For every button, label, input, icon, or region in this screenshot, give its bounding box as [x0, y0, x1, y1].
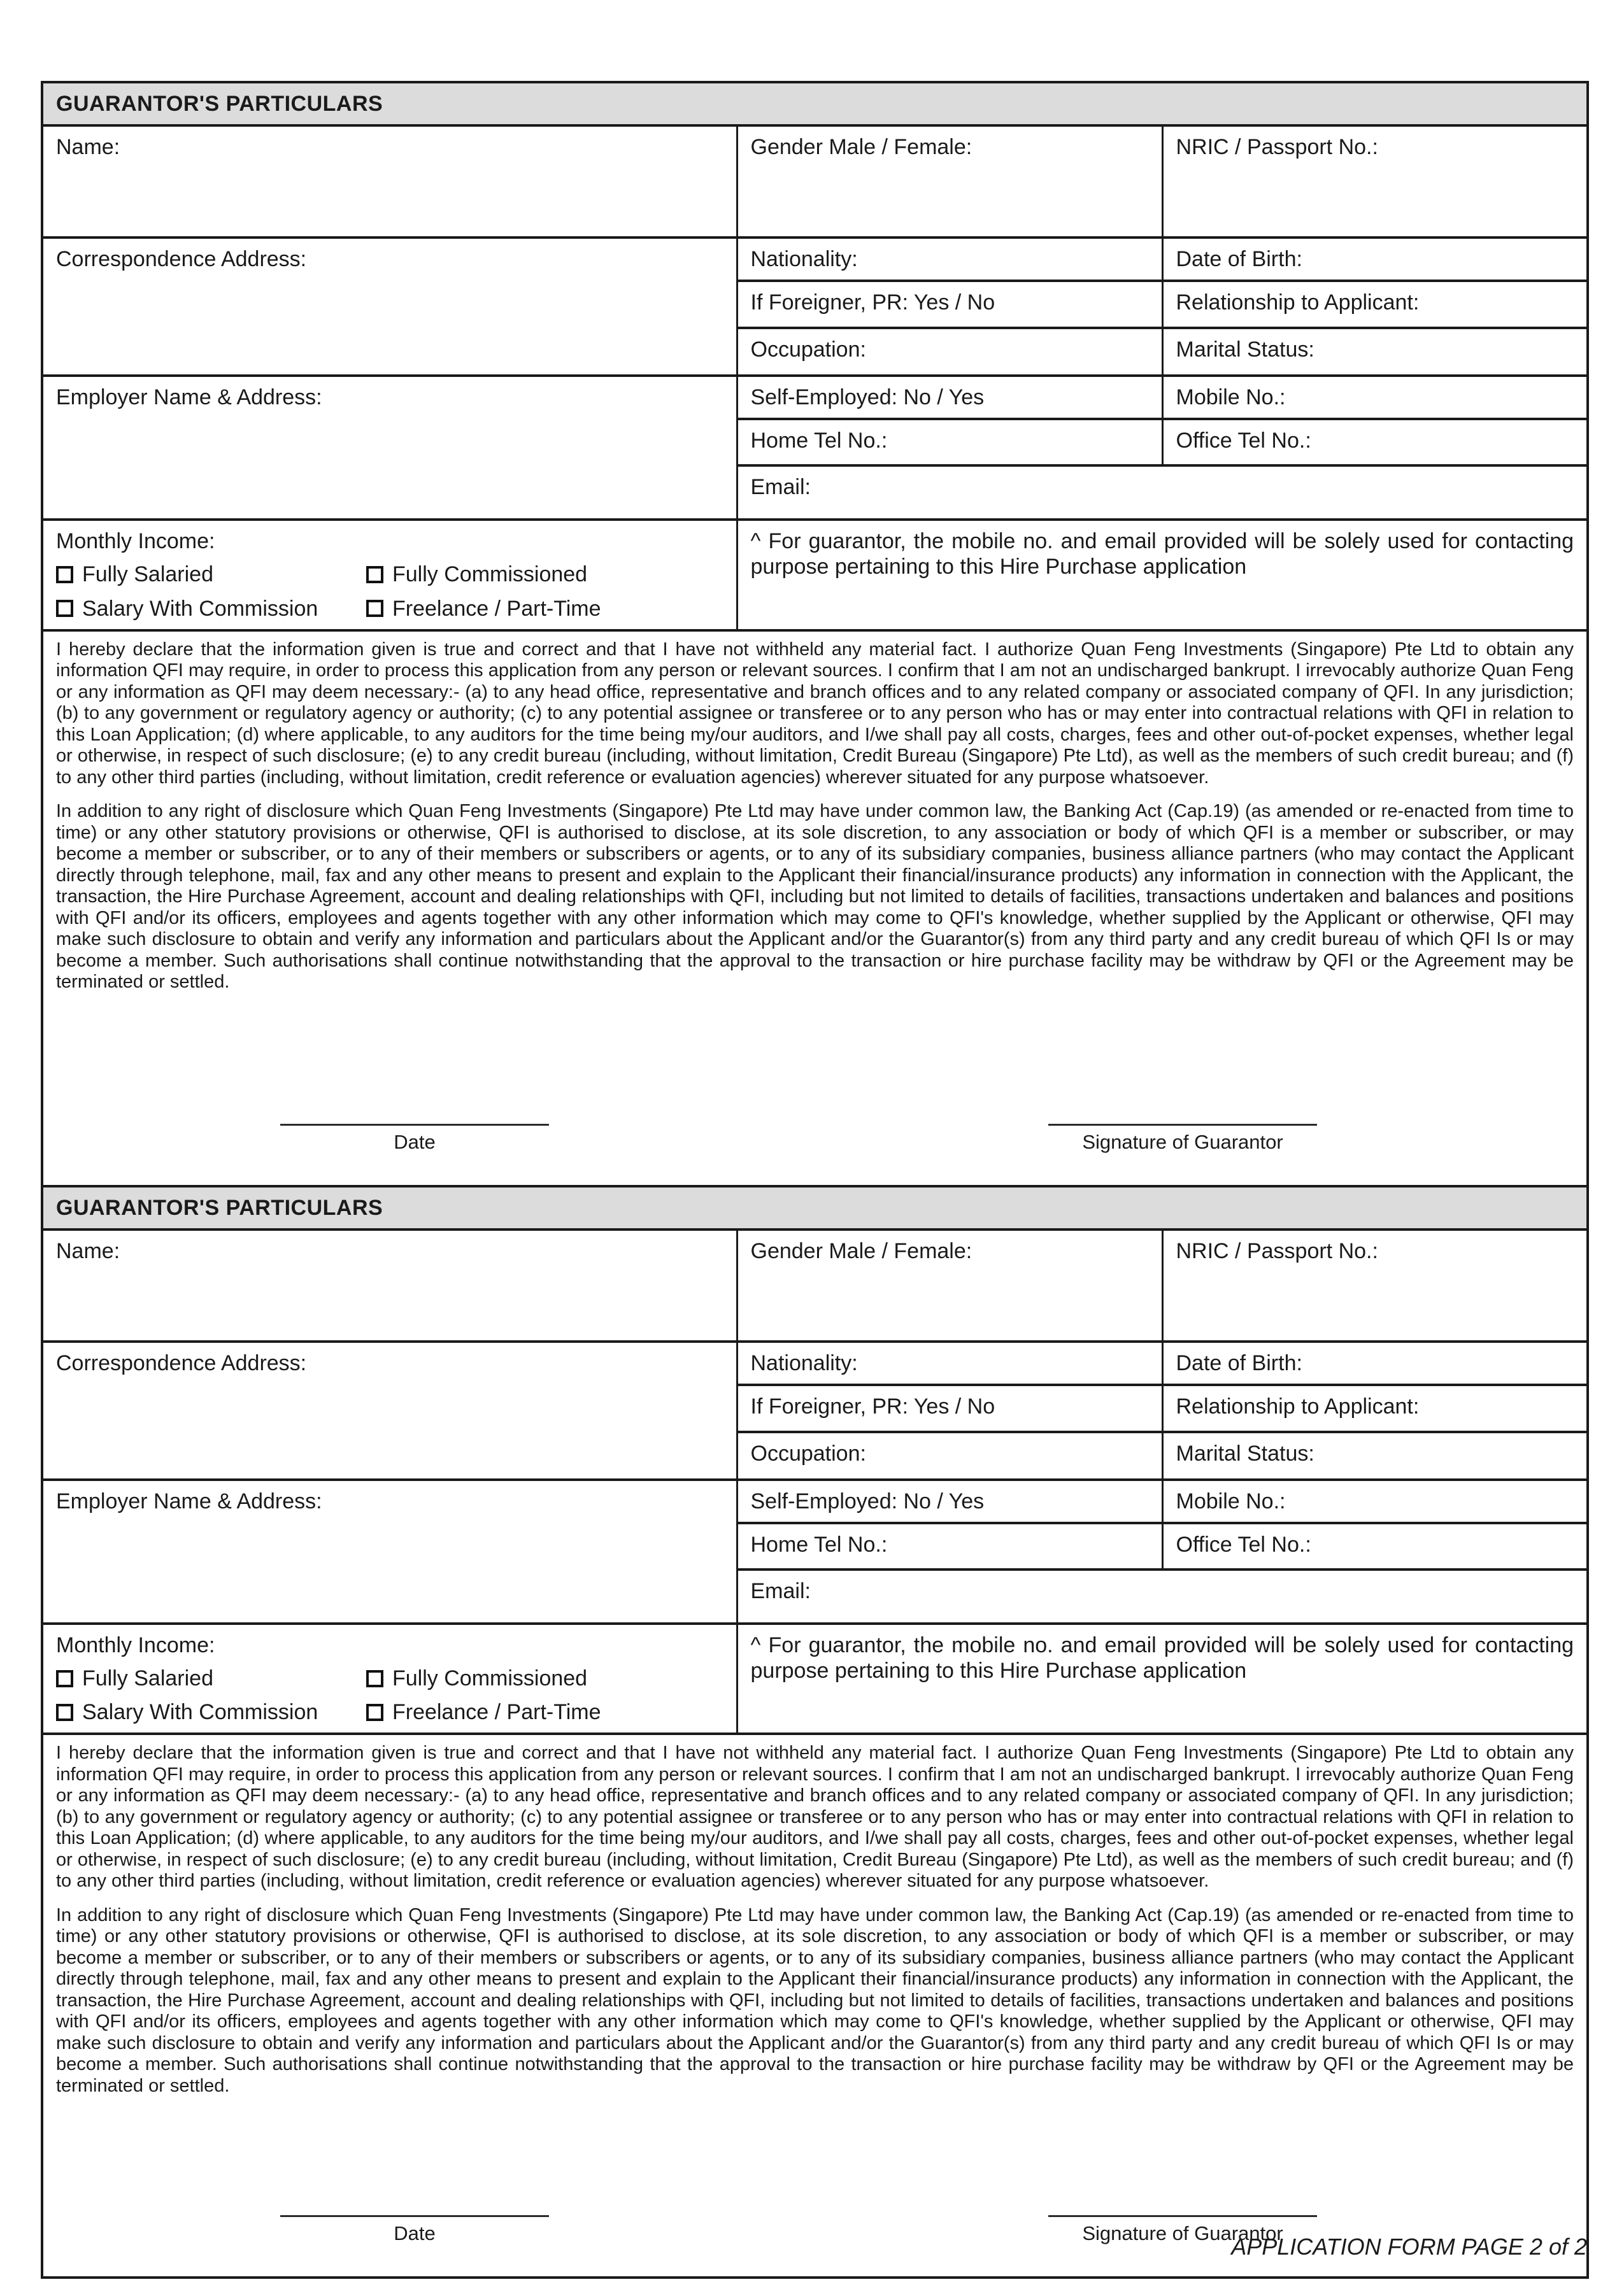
- correspondence-address-field[interactable]: [42, 1342, 737, 1480]
- income-option-label: Fully Commissioned: [392, 1666, 588, 1691]
- employer-field[interactable]: [42, 1480, 737, 1624]
- income-options: [56, 1666, 723, 1725]
- office-tel-field-label: Office Tel No.:: [1176, 429, 1311, 453]
- marital-status-field-label: Marital Status:: [1176, 337, 1314, 362]
- income-option-label: Salary With Commission: [82, 1700, 318, 1725]
- income-option-fully-commissioned[interactable]: [366, 1666, 723, 1691]
- guarantor-particulars-table: [41, 81, 1589, 2279]
- nationality-field[interactable]: [737, 237, 1162, 281]
- page-footer: APPLICATION FORM PAGE 2 of 2: [1231, 2234, 1587, 2260]
- occupation-field-label: Occupation:: [750, 1441, 866, 1466]
- marital-status-field-label: Marital Status:: [1176, 1441, 1314, 1466]
- relationship-field[interactable]: [1162, 1385, 1588, 1432]
- signature-label: Signature of Guarantor: [1082, 2222, 1283, 2245]
- table-row: [42, 630, 1588, 1186]
- office-tel-field[interactable]: [1162, 419, 1588, 465]
- nationality-field[interactable]: [737, 1342, 1162, 1385]
- table-row: [42, 237, 1588, 281]
- nric-passport-field[interactable]: [1162, 125, 1588, 237]
- employer-field-label: Employer Name & Address:: [56, 385, 322, 410]
- signature-row: [43, 1124, 1586, 1179]
- self-employed-field[interactable]: [737, 1480, 1162, 1523]
- date-of-birth-field-label: Date of Birth:: [1176, 247, 1302, 272]
- home-tel-field-label: Home Tel No.:: [750, 1532, 888, 1557]
- self-employed-field[interactable]: [737, 376, 1162, 419]
- declaration-paragraph-2: In addition to any right of disclosure which Quan Feng Investments (Singapore) Pte Ltd may have under common law, the Banking Act (Cap.19) (as amended or re-enacted from time to time) or any other statutory provisions or otherwise, QFI is authorised to disclose, at its sole discretion, to any association or body of which QFI is a member or subscriber, or may become a member or subscriber, or to any of their members or subscribers or agents, or to any of its subsidiary companies, business alliance partners (who may contact the Applicant directly through telephone, mail, fax and any other means to present and explain to the Applicant their financial/insurance products) any information in connection with the Applicant, the transaction, the Hire Purchase Agreement, account and dealing relationships with QFI, including but not limited to details of facilities, transactions undertaken and balances and positions with QFI and/or its officers, employees and agents together with any other information which may come to QFI's knowledge, whether supplied by the Applicant or otherwise, QFI may make such disclosure to obtain and verify any information and particulars about the Applicant and/or the Guarantor(s) from any third party and any credit bureau of which QFI Is or may become a member. Such authorisations shall continue notwithstanding that the approval to the transaction or hire purchase facility may be withdraw by QFI or the Agreement may be terminated or settled.: [56, 801, 1574, 993]
- monthly-income-field: [42, 520, 737, 630]
- section-title: GUARANTOR'S PARTICULARS: [42, 1186, 1588, 1229]
- monthly-income-field: [42, 1624, 737, 1734]
- declaration-paragraph-1: I hereby declare that the information given is true and correct and that I have not withheld any material fact. I authorize Quan Feng Investments (Singapore) Pte Ltd to obtain any information QFI may require, in order to process this application from any person or relevant sources. I confirm that I am not an undischarged bankrupt. I irrevocably authorize Quan Feng or any information as QFI may deem necessary:- (a) to any head office, representative and branch offices and to any related company or associated company of QFI. In any jurisdiction; (b) to any government or regulatory agency or authority; (c) to any potential assignee or transferee or to any person who has or may enter into contractual relations with QFI in relation to this Loan Application; (d) where applicable, to any auditors for the time being my/our auditors, and I/we shall pay all costs, charges, fees and other out-of-pocket expenses, whether legal or otherwise, in respect of such disclosure; (e) to any credit bureau (including, without limitation, Credit Bureau (Singapore) Pte Ltd), as well as the members of such credit bureau; and (f) to any other third parties (including, without limitation, credit reference or evaluation agencies) wherever situated for any purpose whatsoever.: [56, 1743, 1574, 1892]
- date-of-birth-field-label: Date of Birth:: [1176, 1350, 1302, 1375]
- date-signature-line[interactable]: [280, 2215, 549, 2217]
- office-tel-field[interactable]: [1162, 1523, 1588, 1570]
- income-option-freelance-part-time[interactable]: [366, 1699, 723, 1725]
- income-options: [56, 562, 723, 621]
- email-field-label: Email:: [750, 1578, 811, 1603]
- home-tel-field[interactable]: [737, 1523, 1162, 1570]
- date-of-birth-field[interactable]: [1162, 1342, 1588, 1385]
- income-option-freelance-part-time[interactable]: [366, 596, 723, 621]
- occupation-field-label: Occupation:: [750, 337, 866, 362]
- self-employed-field-label: Self-Employed: No / Yes: [750, 1489, 985, 1513]
- table-row: [42, 520, 1588, 630]
- table-row: [42, 1734, 1588, 2278]
- nationality-field-label: Nationality:: [750, 247, 858, 272]
- fully-salaried-checkbox-icon[interactable]: [56, 566, 73, 583]
- table-row: [42, 1480, 1588, 1523]
- income-option-label: Fully Salaried: [82, 562, 213, 587]
- date-of-birth-field[interactable]: [1162, 237, 1588, 281]
- monthly-income-label: Monthly Income:: [56, 1633, 215, 1657]
- name-field-label: Name:: [56, 1238, 120, 1263]
- name-field-label: Name:: [56, 135, 120, 160]
- mobile-no-field[interactable]: [1162, 1480, 1588, 1523]
- income-option-label: Salary With Commission: [82, 596, 318, 621]
- table-row: [42, 1342, 1588, 1385]
- guarantor-form: [41, 81, 1586, 2279]
- relationship-field-label: Relationship to Applicant:: [1176, 1394, 1420, 1419]
- table-row: [42, 125, 1588, 237]
- guarantor-contact-note: ^ For guarantor, the mobile no. and email provided will be solely used for contacting purpose pertaining to this Hire Purchase application: [737, 520, 1588, 630]
- self-employed-field-label: Self-Employed: No / Yes: [750, 385, 985, 410]
- income-option-salary-with-commission[interactable]: [56, 596, 366, 621]
- gender-field[interactable]: [737, 1229, 1162, 1342]
- relationship-field[interactable]: [1162, 281, 1588, 328]
- foreigner-pr-field-label: If Foreigner, PR: Yes / No: [750, 290, 995, 315]
- correspondence-address-field[interactable]: [42, 237, 737, 376]
- signature-label: Signature of Guarantor: [1082, 1130, 1283, 1153]
- table-row: [42, 376, 1588, 419]
- employer-field-label: Employer Name & Address:: [56, 1489, 322, 1513]
- salary-with-commission-checkbox-icon[interactable]: [56, 1704, 73, 1721]
- fully-commissioned-checkbox-icon[interactable]: [366, 1670, 383, 1687]
- home-tel-field[interactable]: [737, 419, 1162, 465]
- marital-status-field[interactable]: [1162, 328, 1588, 376]
- income-option-fully-salaried[interactable]: [56, 562, 366, 587]
- guarantor-signature-line[interactable]: [1048, 1124, 1317, 1126]
- nric-passport-field[interactable]: [1162, 1229, 1588, 1342]
- nric-passport-field-label: NRIC / Passport No.:: [1176, 1238, 1378, 1263]
- section-2-header-row: [42, 1186, 1588, 1229]
- gender-field-label: Gender Male / Female:: [750, 135, 972, 160]
- table-row: [42, 1229, 1588, 1342]
- marital-status-field[interactable]: [1162, 1432, 1588, 1480]
- date-signature-block: [280, 1124, 549, 1154]
- section-1-header-row: [42, 82, 1588, 125]
- freelance-part-time-checkbox-icon[interactable]: [366, 1704, 383, 1721]
- date-label: Date: [394, 1130, 436, 1153]
- income-option-label: Fully Salaried: [82, 1666, 213, 1691]
- mobile-no-field[interactable]: [1162, 376, 1588, 419]
- mobile-no-field-label: Mobile No.:: [1176, 385, 1286, 410]
- foreigner-pr-field[interactable]: [737, 1385, 1162, 1432]
- nationality-field-label: Nationality:: [750, 1350, 858, 1375]
- occupation-field[interactable]: [737, 1432, 1162, 1480]
- nric-passport-field-label: NRIC / Passport No.:: [1176, 135, 1378, 160]
- email-field[interactable]: [737, 1570, 1588, 1624]
- email-field-label: Email:: [750, 475, 811, 500]
- home-tel-field-label: Home Tel No.:: [750, 429, 888, 453]
- correspondence-address-label: Correspondence Address:: [56, 1350, 307, 1375]
- gender-field[interactable]: [737, 125, 1162, 237]
- office-tel-field-label: Office Tel No.:: [1176, 1532, 1311, 1557]
- date-signature-line[interactable]: [280, 1124, 549, 1126]
- name-field[interactable]: [42, 1229, 737, 1342]
- freelance-part-time-checkbox-icon[interactable]: [366, 600, 383, 617]
- declaration-paragraph-2: In addition to any right of disclosure which Quan Feng Investments (Singapore) Pte Ltd may have under common law, the Banking Act (Cap.19) (as amended or re-enacted from time to time) or any other statutory provisions or otherwise, QFI is authorised to disclose, at its sole discretion, to any association or body of which QFI is a member or subscriber, or may become a member or subscriber, or to any of their members or subscribers or agents, or to any of its subsidiary companies, business alliance partners (who may contact the Applicant directly through telephone, mail, fax and any other means to present and explain to the Applicant their financial/insurance products) any information in connection with the Applicant, the transaction, the Hire Purchase Agreement, account and dealing relationships with QFI, including but not limited to details of facilities, transactions undertaken and balances and positions with QFI and/or its officers, employees and agents together with any other information which may come to QFI's knowledge, whether supplied by the Applicant or otherwise, QFI may make such disclosure to obtain and verify any information and particulars about the Applicant and/or the Guarantor(s) from any third party and any credit bureau of which QFI Is or may become a member. Such authorisations shall continue notwithstanding that the approval to the transaction or hire purchase facility may be withdraw by QFI or the Agreement may be terminated or settled.: [56, 1904, 1574, 2096]
- guarantor-contact-note: ^ For guarantor, the mobile no. and email provided will be solely used for contacting purpose pertaining to this Hire Purchase application: [737, 1624, 1588, 1734]
- guarantor-signature-line[interactable]: [1048, 2215, 1317, 2217]
- income-option-fully-commissioned[interactable]: [366, 562, 723, 587]
- name-field[interactable]: [42, 125, 737, 237]
- date-label: Date: [394, 2222, 436, 2245]
- monthly-income-label: Monthly Income:: [56, 529, 215, 554]
- relationship-field-label: Relationship to Applicant:: [1176, 290, 1420, 315]
- declaration-paragraph-1: I hereby declare that the information given is true and correct and that I have not withheld any material fact. I authorize Quan Feng Investments (Singapore) Pte Ltd to obtain any information QFI may require, in order to process this application from any person or relevant sources. I confirm that I am not an undischarged bankrupt. I irrevocably authorize Quan Feng or any information as QFI may deem necessary:- (a) to any head office, representative and branch offices and to any related company or associated company of QFI. In any jurisdiction; (b) to any government or regulatory agency or authority; (c) to any potential assignee or transferee or to any person who has or may enter into contractual relations with QFI in relation to this Loan Application; (d) where applicable, to any auditors for the time being my/our auditors, and I/we shall pay all costs, charges, fees and other out-of-pocket expenses, whether legal or otherwise, in respect of such disclosure; (e) to any credit bureau (including, without limitation, Credit Bureau (Singapore) Pte Ltd), as well as the members of such credit bureau; and (f) to any other third parties (including, without limitation, credit reference or evaluation agencies) wherever situated for any purpose whatsoever.: [56, 639, 1574, 788]
- income-option-label: Freelance / Part-Time: [392, 596, 601, 621]
- date-signature-block: [280, 2215, 549, 2246]
- email-field[interactable]: [737, 465, 1588, 520]
- salary-with-commission-checkbox-icon[interactable]: [56, 600, 73, 617]
- income-option-salary-with-commission[interactable]: [56, 1699, 366, 1725]
- correspondence-address-label: Correspondence Address:: [56, 247, 307, 272]
- table-row: [42, 1624, 1588, 1734]
- declaration-cell: [42, 1734, 1588, 2278]
- declaration-cell: [42, 630, 1588, 1186]
- gender-field-label: Gender Male / Female:: [750, 1238, 972, 1263]
- guarantor-signature-block: [1048, 1124, 1317, 1154]
- employer-field[interactable]: [42, 376, 737, 520]
- income-option-fully-salaried[interactable]: [56, 1666, 366, 1691]
- income-option-label: Fully Commissioned: [392, 562, 588, 587]
- fully-commissioned-checkbox-icon[interactable]: [366, 566, 383, 583]
- occupation-field[interactable]: [737, 328, 1162, 376]
- fully-salaried-checkbox-icon[interactable]: [56, 1670, 73, 1687]
- foreigner-pr-field-label: If Foreigner, PR: Yes / No: [750, 1394, 995, 1419]
- income-option-label: Freelance / Part-Time: [392, 1700, 601, 1725]
- section-title: GUARANTOR'S PARTICULARS: [42, 82, 1588, 125]
- foreigner-pr-field[interactable]: [737, 281, 1162, 328]
- mobile-no-field-label: Mobile No.:: [1176, 1489, 1286, 1513]
